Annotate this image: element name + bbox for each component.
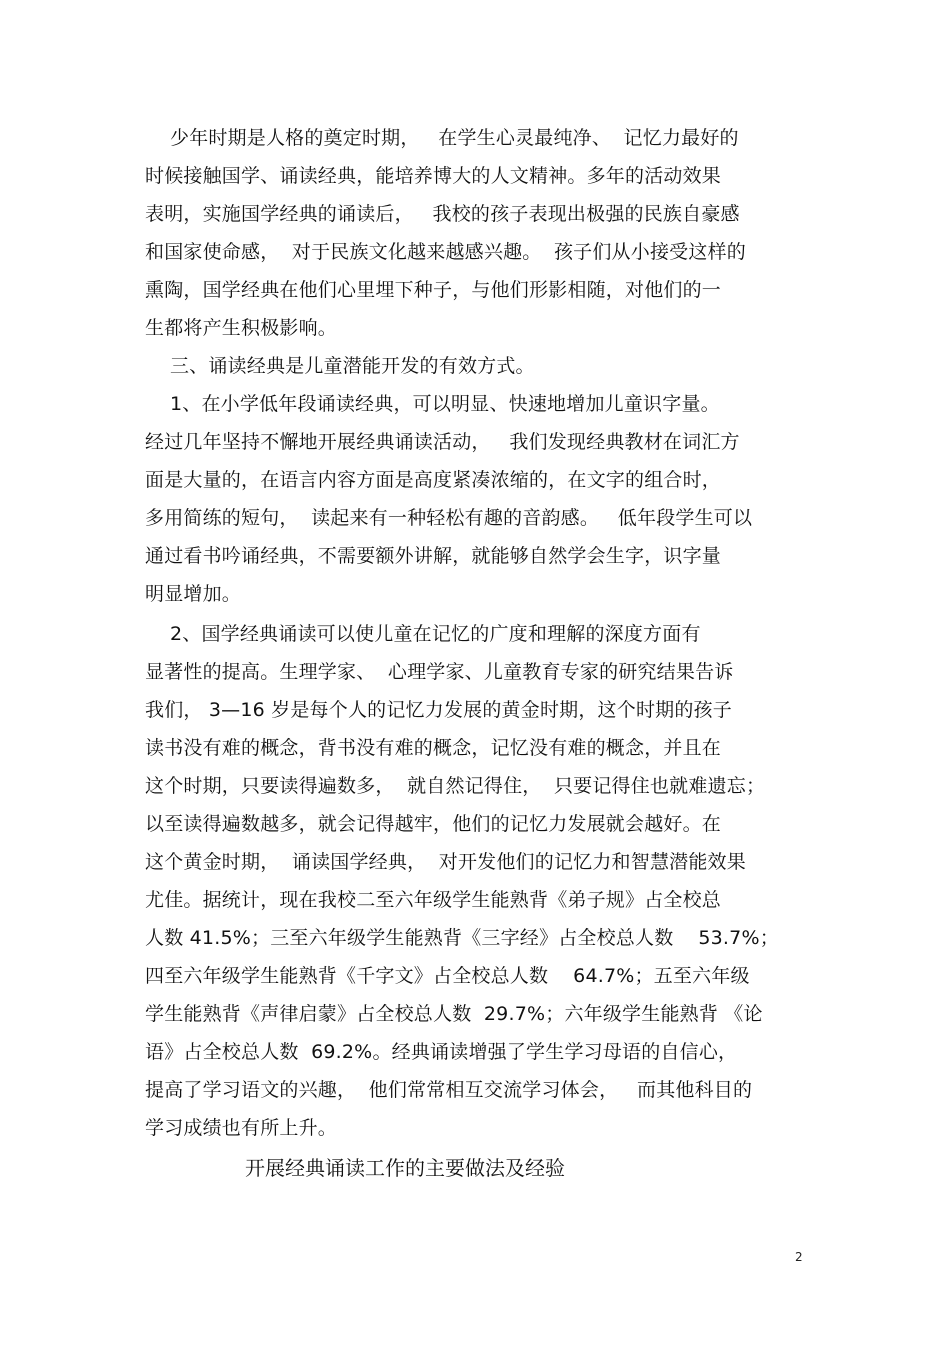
section-heading: 开展经典诵读工作的主要做法及经验: [245, 1156, 565, 1180]
paragraph-line: 2、国学经典诵读可以使儿童在记忆的广度和理解的深度方面有: [145, 623, 701, 645]
paragraph-line: 学习成绩也有所上升。: [145, 1117, 338, 1139]
paragraph-line: 尤佳。据统计，现在我校二至六年级学生能熟背《弟子规》占全校总: [145, 889, 722, 911]
paragraph-line: 经过几年坚持不懈地开展经典诵读活动， 我们发现经典教材在词汇方: [145, 431, 740, 453]
paragraph-line: 1、在小学低年段诵读经典，可以明显、快速地增加儿童识字量。: [145, 393, 720, 415]
paragraph-line: 这个时期，只要读得遍数多， 就自然记得住， 只要记得住也就难遗忘；: [145, 775, 766, 797]
paragraph-line: 多用简练的短句， 读起来有一种轻松有趣的音韵感。 低年段学生可以: [145, 507, 753, 529]
paragraph-line: 通过看书吟诵经典，不需要额外讲解，就能够自然学会生字，识字量: [145, 545, 722, 567]
paragraph-line: 显著性的提高。生理学家、 心理学家、儿童教育专家的研究结果告诉: [145, 661, 734, 683]
paragraph-line: 语》占全校总人数 69.2%。经典诵读增强了学生学习母语的自信心，: [145, 1041, 738, 1063]
paragraph-line: 熏陶，国学经典在他们心里埋下种子，与他们形影相随，对他们的一: [145, 279, 722, 301]
paragraph-line: 读书没有难的概念，背书没有难的概念，记忆没有难的概念，并且在: [145, 737, 722, 759]
paragraph-line: 四至六年级学生能熟背《千字文》占全校总人数 64.7%；五至六年级: [145, 965, 750, 987]
paragraph-line: 学生能熟背《声律启蒙》占全校总人数 29.7%；六年级学生能熟背 《论: [145, 1003, 763, 1025]
paragraph-line: 面是大量的，在语言内容方面是高度紧凑浓缩的，在文字的组合时，: [145, 469, 722, 491]
section-subheading: 三、诵读经典是儿童潜能开发的有效方式。: [145, 355, 535, 377]
paragraph-line: 这个黄金时期， 诵读国学经典， 对开发他们的记忆力和智慧潜能效果: [145, 851, 746, 873]
paragraph-line: 生都将产生积极影响。: [145, 317, 338, 339]
paragraph-line: 和国家使命感， 对于民族文化越来越感兴趣。 孩子们从小接受这样的: [145, 241, 746, 263]
paragraph-line: 我们， 3—16 岁是每个人的记忆力发展的黄金时期，这个时期的孩子: [145, 699, 732, 721]
paragraph-line: 时候接触国学、诵读经典，能培养博大的人文精神。多年的活动效果: [145, 165, 722, 187]
paragraph-line: 表明，实施国学经典的诵读后， 我校的孩子表现出极强的民族自豪感: [145, 203, 740, 225]
paragraph-line: 以至读得遍数越多，就会记得越牢，他们的记忆力发展就会越好。在: [145, 813, 722, 835]
paragraph-line: 人数 41.5%；三至六年级学生能熟背《三字经》占全校总人数 53.7%；: [145, 927, 779, 949]
paragraph-line: 少年时期是人格的奠定时期， 在学生心灵最纯净、 记忆力最好的: [145, 127, 739, 149]
paragraph-line: 提高了学习语文的兴趣， 他们常常相互交流学习体会， 而其他科目的: [145, 1079, 753, 1101]
page-number: 2: [795, 1250, 803, 1264]
paragraph-line: 明显增加。: [145, 583, 242, 605]
